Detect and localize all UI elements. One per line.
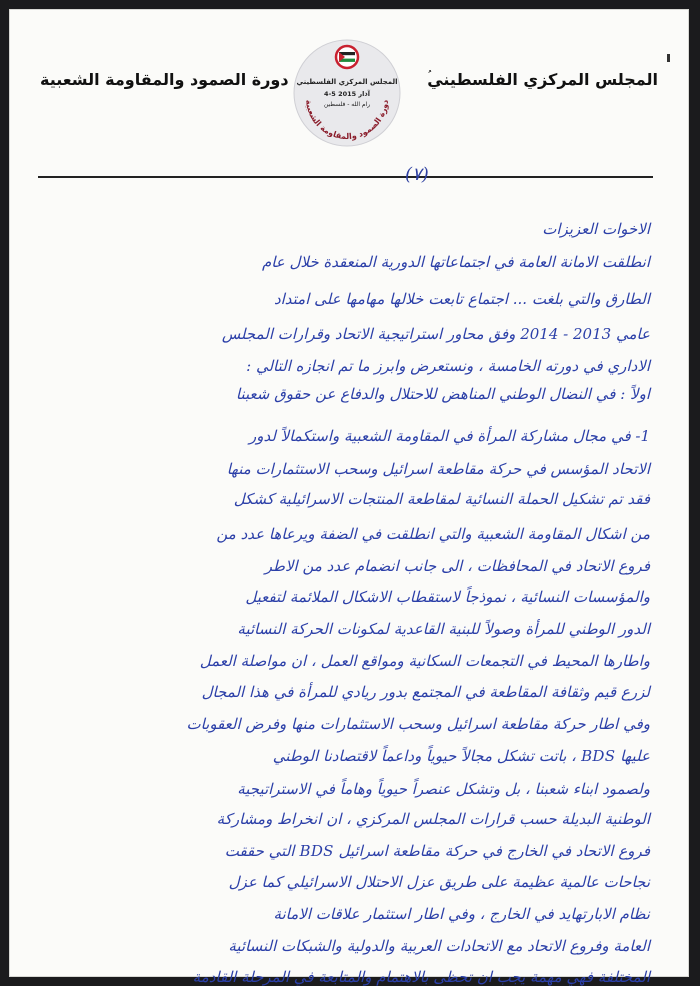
handwritten-line: اولاً : في النضال الوطني المناهض للاحتلال والدفاع عن حقوق شعبنا bbox=[235, 385, 650, 403]
logo-dates: 4-5 آذار 2015 bbox=[324, 90, 370, 98]
council-logo bbox=[292, 38, 402, 148]
handwritten-line: المختلفة فهي مهمة يجب ان تحظى بالاهتمام والمتابعة في المرحلة القادمة bbox=[192, 968, 650, 986]
handwritten-line: الاخوات العزيزات bbox=[542, 220, 650, 238]
handwritten-line: لزرع قيم وثقافة المقاطعة في المجتمع بدور ريادي للمرأة في هذا المجال bbox=[201, 683, 650, 701]
handwritten-line: من اشكال المقاومة الشعبية والتي انطلقت في الضفة ويرعاها عدد من bbox=[216, 525, 650, 543]
handwritten-line: العامة وفروع الاتحاد مع الاتحادات العربية والدولية والشبكات النسائية bbox=[228, 937, 650, 955]
handwritten-line: عامي 2013 - 2014 وفق محاور استراتيجية الاتحاد وقرارات المجلس bbox=[221, 325, 650, 343]
logo-council-name: المجلس المركزي الفلسطيني bbox=[296, 78, 398, 86]
handwritten-line: واطارها المحيط في التجمعات السكانية ومواقع العمل ، ان مواصلة العمل bbox=[199, 652, 650, 670]
document-page bbox=[10, 10, 688, 986]
handwritten-line: فروع الاتحاد في الخارج في حركة مقاطعة اسرائيل BDS التي حققت bbox=[224, 842, 650, 860]
logo-place: رام الله - فلسطين bbox=[323, 101, 371, 108]
handwritten-line: والمؤسسات النسائية ، نموذجاً لاستقطاب الاشكال الملائمة لتفعيل bbox=[245, 588, 650, 606]
corner-mark bbox=[667, 54, 670, 62]
header-session-title: دورة الصمود والمقاومة الشعبية bbox=[40, 70, 289, 89]
handwritten-line: نظام الابارتهايد في الخارج ، وفي اطار استثمار علاقات الامانة bbox=[273, 905, 650, 923]
logo-arc-path-text: دورة الصمود والمقاومة الشعبية bbox=[303, 99, 390, 142]
handwritten-line: الدور الوطني للمرأة وصولاً للبنية القاعدية لمكونات الحركة النسائية bbox=[237, 620, 650, 638]
handwritten-line: انطلقت الامانة العامة في اجتماعاتها الدورية المنعقدة خلال عام bbox=[261, 253, 650, 271]
handwritten-line: ولصمود ابناء شعبنا ، بل وتشكل عنصراً حيوياً وهاماً في الاستراتيجية bbox=[237, 780, 650, 798]
handwritten-line: فقد تم تشكيل الحملة النسائية لمقاطعة المنتجات الاسرائيلية كشكل bbox=[233, 490, 650, 508]
header-divider bbox=[38, 176, 653, 178]
handwritten-line: وفي اطار حركة مقاطعة اسرائيل وسحب الاستثمارات منها وفرض العقوبات bbox=[186, 715, 650, 733]
handwritten-line: الاتحاد المؤسس في حركة مقاطعة اسرائيل وسحب الاستثمارات منها bbox=[226, 460, 650, 478]
handwritten-line: الوطنية البديلة حسب قرارات المجلس المركزي ، ان انخراط ومشاركة bbox=[216, 810, 650, 828]
handwritten-line: نجاحات عالمية عظيمة على طريق عزل الاحتلال الاسرائيلي كما عزل bbox=[228, 873, 650, 891]
page-number: (٧) bbox=[405, 164, 429, 185]
header-organization-title bbox=[427, 70, 658, 89]
handwritten-line: فروع الاتحاد في المحافظات ، الى جانب انضمام عدد من الاطر bbox=[264, 557, 650, 575]
palestine-emblem-icon bbox=[336, 46, 358, 68]
handwritten-line: 1- في مجال مشاركة المرأة في المقاومة الشعبية واستكمالاً لدور bbox=[248, 427, 650, 445]
handwritten-line: الطارق والتي بلغت ... اجتماع تابعت خلالها مهامها على امتداد bbox=[273, 290, 650, 308]
handwritten-line: الاداري في دورته الخامسة ، ونستعرض وابرز ما تم انجازه التالي : bbox=[246, 357, 650, 375]
header-organization-text: المجلس المركزي الفلسطيني bbox=[427, 70, 658, 89]
handwritten-line: عليها BDS ، باتت تشكل مجالاً حيوياً وداعماً لاقتصادنا الوطني bbox=[272, 747, 650, 765]
